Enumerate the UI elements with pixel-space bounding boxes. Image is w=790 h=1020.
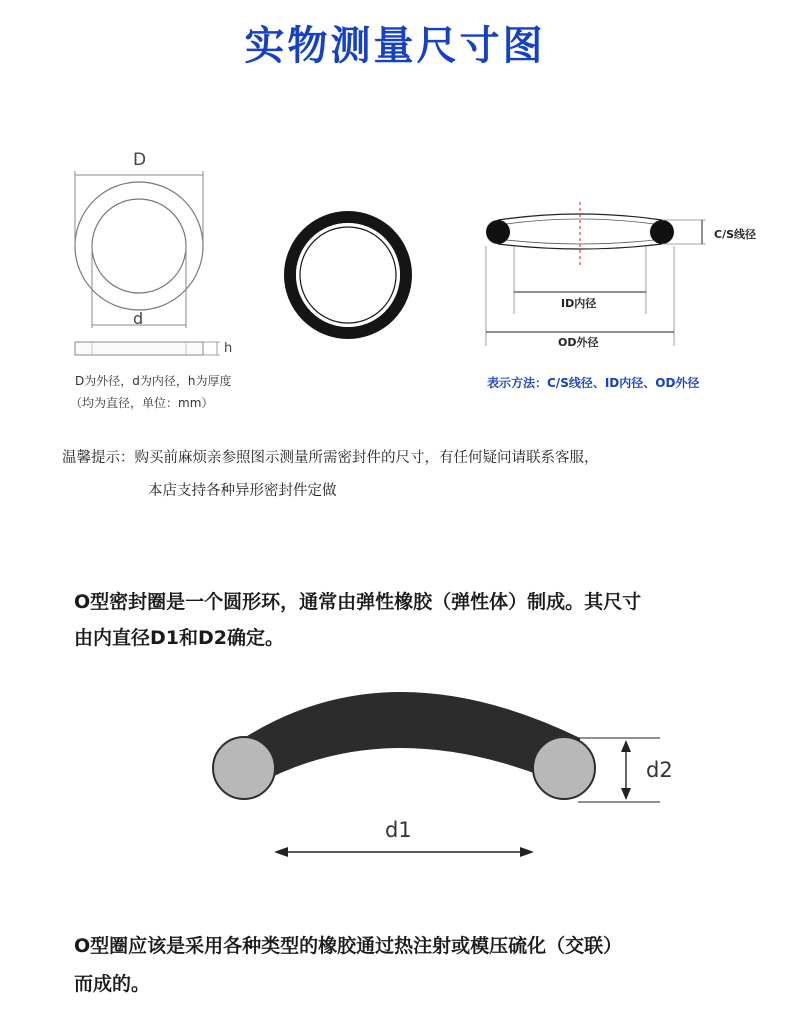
side-view-rect xyxy=(75,342,203,355)
label-cs: C/S线径 xyxy=(714,228,757,241)
o-ring-arc-diagram xyxy=(200,666,670,872)
ring-dimension-diagram xyxy=(60,148,260,368)
section-end-right xyxy=(533,737,595,799)
manufacturing-line-1: O型圈应该是采用各种类型的橡胶通过热注射或模压硫化（交联） xyxy=(74,935,623,957)
cross-section-left xyxy=(486,220,510,244)
label-d1: d1 xyxy=(385,818,412,842)
tip-line-2: 本店支持各种异形密封件定做 xyxy=(148,483,337,499)
caption-line-1: D为外径，d为内径，h为厚度 xyxy=(75,374,232,388)
tip-line-1: 温馨提示：购买前麻烦亲参照图示测量所需密封件的尺寸，有任何疑问请联系客服， xyxy=(62,450,599,466)
notation-note: 表示方法：C/S线径、ID内径、OD外径 xyxy=(487,376,700,390)
description-line-2: 由内直径D1和D2确定。 xyxy=(74,627,284,649)
label-h: h xyxy=(224,341,233,356)
label-od: OD外径 xyxy=(558,336,599,349)
cross-section-right xyxy=(650,220,674,244)
outer-circle xyxy=(75,182,203,310)
inner-circle xyxy=(92,199,186,293)
manufacturing-line-2: 而成的。 xyxy=(74,973,151,995)
label-d2: d2 xyxy=(646,758,673,782)
o-ring-photo xyxy=(280,208,416,344)
arc-body xyxy=(244,692,580,792)
caption-line-2: （均为直径，单位：mm） xyxy=(70,396,214,410)
cross-section-diagram xyxy=(470,196,710,356)
description-line-1: O型密封圈是一个圆形环，通常由弹性橡胶（弹性体）制成。其尺寸 xyxy=(74,591,642,613)
label-d: d xyxy=(133,309,144,328)
label-D: D xyxy=(133,150,147,170)
o-ring-outline xyxy=(290,217,406,333)
label-id: ID内径 xyxy=(561,297,597,310)
page-title: 实物测量尺寸图 xyxy=(244,23,546,69)
section-end-left xyxy=(213,737,275,799)
